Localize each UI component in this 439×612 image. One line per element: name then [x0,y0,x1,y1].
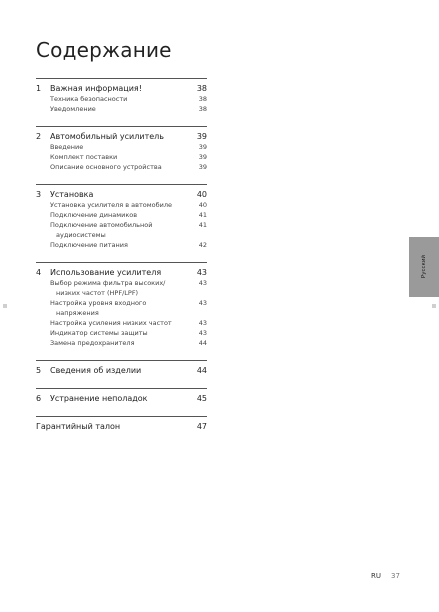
toc-entry[interactable] [36,318,207,328]
toc-entry[interactable] [36,220,207,240]
table-of-contents [36,78,207,432]
toc-section-number: 1 [36,84,42,93]
toc-entry[interactable] [36,338,207,348]
toc-entry-label: Настройка уровня входного [50,299,147,307]
toc-section-page: 40 [196,190,207,199]
toc-section-number: 3 [36,190,42,199]
toc-entry-label: Подключение питания [50,241,128,249]
crop-mark [432,304,436,308]
footer-language: RU [371,572,381,580]
toc-section [36,262,207,348]
toc-section-heading[interactable] [36,393,207,404]
toc-entry-label-block [50,318,199,328]
toc-section-label: Автомобильный усилитель [50,132,164,141]
language-tab [409,237,439,297]
crop-mark [3,304,7,308]
toc-entry-label-block [50,338,199,348]
toc-entry[interactable] [36,278,207,298]
toc-entry-label-block [50,298,199,318]
toc-entry-label: Введение [50,143,84,151]
toc-section-label: Важная информация! [50,84,142,93]
page-title: Содержание [36,38,172,62]
toc-entry-page: 39 [198,143,207,151]
toc-entry-page: 39 [198,153,207,161]
toc-section-heading[interactable] [36,365,207,376]
toc-section-number: 6 [36,394,42,403]
toc-entry-label-block [50,240,199,250]
toc-section-page: 43 [196,268,207,277]
toc-entry-label: Подключение автомобильной [50,221,153,229]
toc-entry-label-block [50,200,199,210]
toc-section [36,360,207,376]
toc-entry-page: 43 [198,329,207,337]
toc-section-page: 45 [196,394,207,403]
toc-section-number: 2 [36,132,42,141]
toc-section-heading[interactable] [36,189,207,200]
toc-entry-page: 40 [198,201,207,209]
toc-entry-label-block [50,220,199,240]
toc-entry-label-block [50,152,199,162]
toc-section-heading[interactable] [36,267,207,278]
toc-entry[interactable] [36,298,207,318]
toc-entry[interactable] [36,94,207,104]
toc-entry-page: 44 [198,339,207,347]
toc-section-number: 5 [36,366,42,375]
toc-entry[interactable] [36,152,207,162]
toc-entry-label: Комплект поставки [50,153,118,161]
toc-entry-page: 43 [198,279,207,287]
toc-section-label: Установка [50,190,94,199]
toc-section-number: 4 [36,268,42,277]
toc-section-title [36,189,93,200]
toc-entry-label-block [50,210,199,220]
toc-section-title [36,365,141,376]
toc-entry-page: 39 [198,163,207,171]
toc-entry[interactable] [36,200,207,210]
toc-section-page: 47 [196,422,207,431]
toc-entry[interactable] [36,328,207,338]
toc-entry-label-continuation: низких частот (HPF/LPF) [56,289,139,297]
toc-section [36,388,207,404]
toc-entry[interactable] [36,142,207,152]
toc-section-title [36,267,161,278]
toc-entry-label: Уведомление [50,105,96,113]
toc-entry-label-block [50,142,199,152]
toc-entry-page: 43 [198,319,207,327]
toc-section [36,184,207,250]
language-tab-label: Русский [421,255,427,279]
toc-entry-label-block [50,94,199,104]
toc-entry-page: 43 [198,299,207,307]
toc-section-title [36,393,148,404]
toc-entry-label: Установка усилителя в автомобиле [50,201,173,209]
toc-section-label: Устранение неполадок [50,394,148,403]
toc-entry[interactable] [36,162,207,172]
toc-entry-label-block [50,162,199,172]
toc-section-title [36,83,142,94]
toc-entry[interactable] [36,210,207,220]
toc-entry-page: 38 [198,95,207,103]
toc-entry-label-continuation: напряжения [56,309,99,317]
toc-section [36,78,207,114]
toc-entry[interactable] [36,240,207,250]
toc-section-heading[interactable] [36,131,207,142]
toc-entry-label: Замена предохранителя [50,339,135,347]
toc-section-label: Сведения об изделии [50,366,142,375]
toc-entry-label-block [50,328,199,338]
toc-section-page: 38 [196,84,207,93]
toc-section [36,126,207,172]
toc-entry-label-continuation: аудиосистемы [56,231,106,239]
toc-entry-page: 41 [198,211,207,219]
toc-section-label: Использование усилителя [50,268,162,277]
toc-entry[interactable] [36,104,207,114]
toc-section-title [36,421,120,432]
toc-entry-label: Индикатор системы защиты [50,329,148,337]
toc-entry-label-block [50,104,199,114]
toc-entry-label: Подключение динамиков [50,211,138,219]
toc-section [36,416,207,432]
toc-entry-label: Техника безопасности [50,95,128,103]
toc-entry-label: Настройка усиления низких частот [50,319,172,327]
toc-entry-page: 38 [198,105,207,113]
footer-page-number: 37 [391,572,400,580]
toc-entry-label-block [50,278,199,298]
page-footer [371,572,400,580]
toc-entry-page: 41 [198,221,207,229]
toc-entry-page: 42 [198,241,207,249]
toc-section-title [36,131,164,142]
toc-section-page: 44 [196,366,207,375]
toc-section-heading[interactable] [36,421,207,432]
toc-section-page: 39 [196,132,207,141]
toc-section-heading[interactable] [36,83,207,94]
toc-section-label: Гарантийный талон [36,422,121,431]
toc-entry-label: Описание основного устройства [50,163,162,171]
toc-entry-label: Выбор режима фильтра высоких/ [50,279,166,287]
